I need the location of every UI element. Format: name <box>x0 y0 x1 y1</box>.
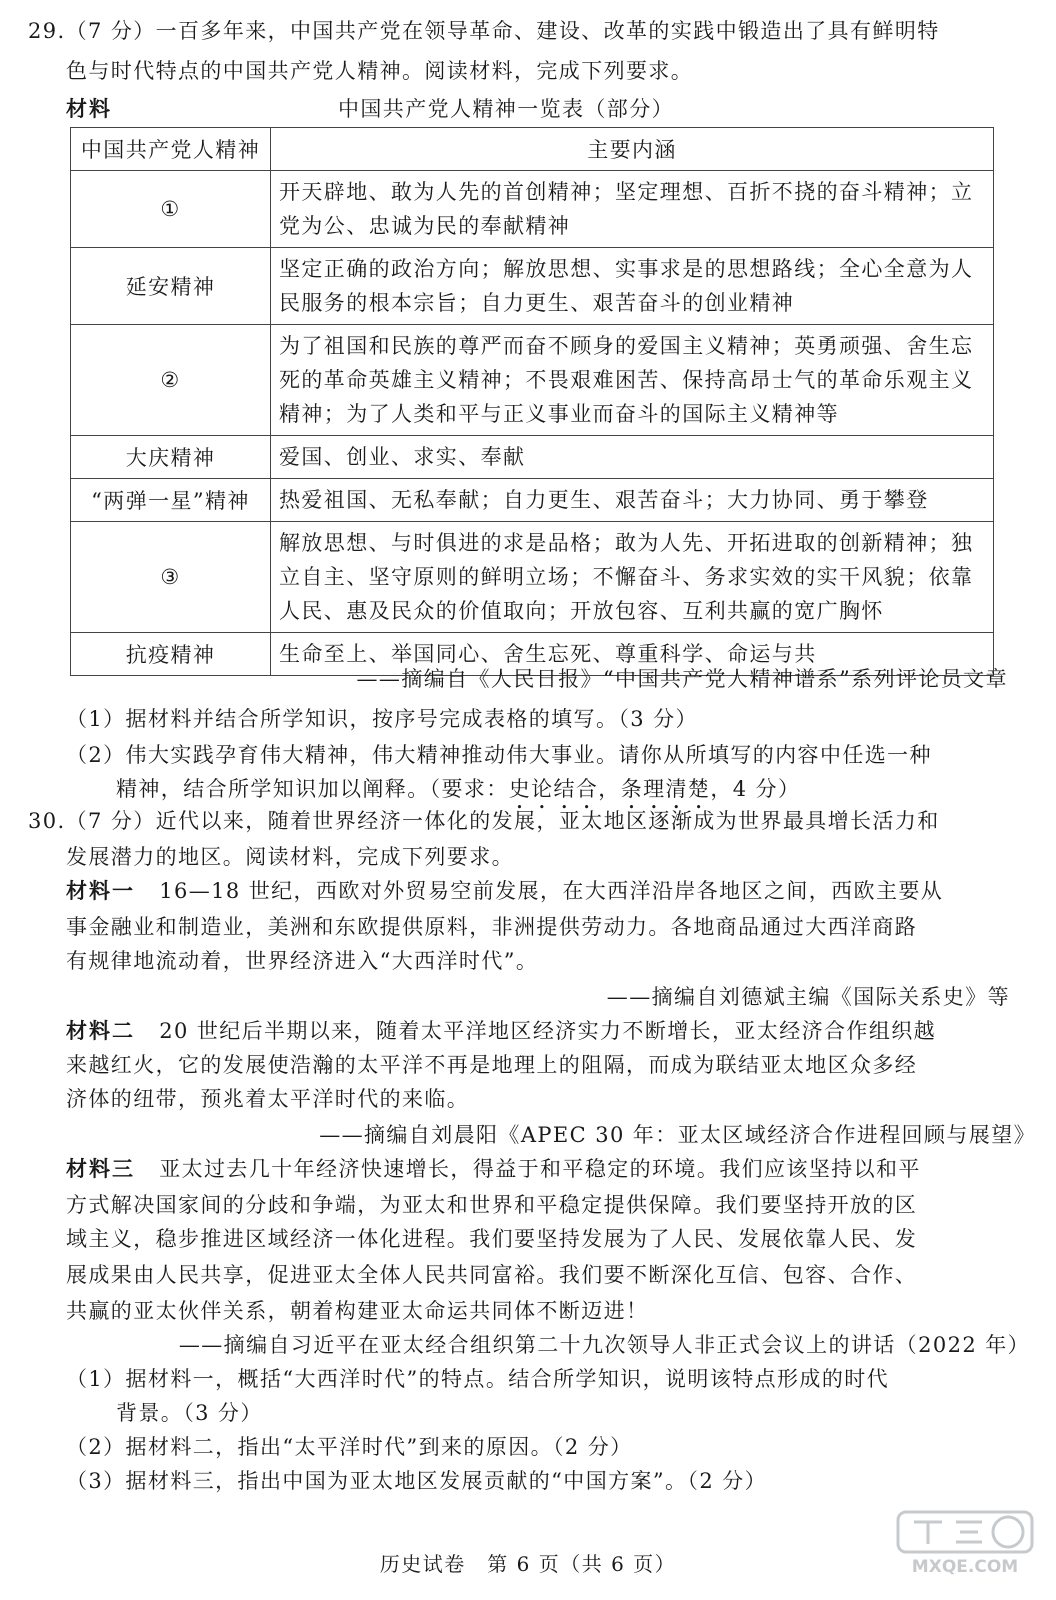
table-header-content: 主要内涵 <box>271 128 994 171</box>
spirit-content: 热爱祖国、无私奉献；自力更生、艰苦奋斗；大力协同、勇于攀登 <box>271 479 994 522</box>
q29-sub2-line1: （2）伟大实践孕育伟大精神，伟大精神推动伟大事业。请你从所填写的内容中任选一种 <box>66 743 932 767</box>
q29-stem-line2: 色与时代特点的中国共产党人精神。阅读材料，完成下列要求。 <box>66 59 694 83</box>
q29-stem-line1: 29.（7 分）一百多年来，中国共产党在领导革命、建设、改革的实践中锻造出了具有鲜明特 <box>28 19 940 43</box>
q30-m3-line4: 展成果由人民共享，促进亚太全体人民共同富裕。我们要不断深化互信、包容、合作、 <box>66 1263 918 1287</box>
q30-m2-line2: 来越红火，它的发展使浩瀚的太平洋不再是地理上的阻隔，而成为联结亚太地区众多经 <box>66 1053 918 1077</box>
q30-m1-label: 材料一 <box>66 878 135 903</box>
spirit-content: 开天辟地、敢为人先的首创精神；坚定理想、百折不挠的奋斗精神；立党为公、忠诚为民的奉献精神 <box>271 171 994 248</box>
q30-m3-label: 材料三 <box>66 1156 135 1181</box>
q30-sub2: （2）据材料二，指出“太平洋时代”到来的原因。（2 分） <box>66 1435 633 1459</box>
q30-m3-line1: 亚太过去几十年经济快速增长，得益于和平稳定的环境。我们应该坚持以和平 <box>159 1157 921 1181</box>
spirit-content: 爱国、创业、求实、奉献 <box>271 436 994 479</box>
q29-table-title: 中国共产党人精神一览表（部分） <box>338 97 674 121</box>
spirit-name: ③ <box>71 522 271 633</box>
spirit-name: ① <box>71 171 271 248</box>
q30-stem-line2: 发展潜力的地区。阅读材料，完成下列要求。 <box>66 845 514 869</box>
q30-m1-line1: 16—18 世纪，西欧对外贸易空前发展，在大西洋沿岸各地区之间，西欧主要从 <box>159 879 944 903</box>
q30-m1-line3: 有规律地流动着，世界经济进入“大西洋时代”。 <box>66 949 539 973</box>
table-row <box>71 522 994 633</box>
spirit-name: 抗疫精神 <box>71 633 271 676</box>
q30-material1 <box>66 876 943 906</box>
q30-m2-source: ——摘编自刘晨阳《APEC 30 年：亚太区域经济合作进程回顾与展望》 <box>319 1123 1036 1147</box>
table-header-row <box>71 128 994 171</box>
q29-sub1: （1）据材料并结合所学知识，按序号完成表格的填写。（3 分） <box>66 707 698 731</box>
q30-stem-line1: 30.（7 分）近代以来，随着世界经济一体化的发展，亚太地区逐渐成为世界最具增长活力和 <box>28 809 940 833</box>
table-row <box>71 325 994 436</box>
q30-m1-source: ——摘编自刘德斌主编《国际关系史》等 <box>606 985 1010 1009</box>
q30-sub1-line1: （1）据材料一，概括“大西洋时代”的特点。结合所学知识，说明该特点形成的时代 <box>66 1367 890 1391</box>
watermark-logo-icon <box>890 1508 1040 1578</box>
q30-m1-line2: 事金融业和制造业，美洲和东欧提供原料，非洲提供劳动力。各地商品通过大西洋商路 <box>66 915 918 939</box>
q29-source: ——摘编自《人民日报》“中国共产党人精神谱系”系列评论员文章 <box>356 667 1008 691</box>
q30-m2-line1: 20 世纪后半期以来，随着太平洋地区经济实力不断增长，亚太经济合作组织越 <box>159 1019 937 1043</box>
q30-m2-label: 材料二 <box>66 1018 135 1043</box>
q30-m2-line3: 济体的纽带，预兆着太平洋时代的来临。 <box>66 1087 470 1111</box>
q29-material-label: 材料 <box>66 96 112 121</box>
q30-sub1-line2: 背景。（3 分） <box>116 1401 263 1425</box>
q29-sub2-text-pre: 精神，结合所学知识加以阐释。（要求： <box>116 777 509 801</box>
q30-m3-line5: 共赢的亚太伙伴关系，朝着构建亚太命运共同体不断迈进！ <box>66 1299 649 1323</box>
page-footer: 历史试卷 第 6 页（共 6 页） <box>379 1552 677 1576</box>
spirit-content: 解放思想、与时俱进的求是品格；敢为人先、开拓进取的创新精神；独立自主、坚守原则的鲜明立场；不懈奋斗、务求实效的实干风貌；依靠人民、惠及民众的价值取向；开放包容、互利共赢的宽广胸怀 <box>271 522 994 633</box>
q30-m3-line2: 方式解决国家间的分歧和争端，为亚太和世界和平稳定提供保障。我们要坚持开放的区 <box>66 1193 918 1217</box>
table-row <box>71 171 994 248</box>
spirit-content: 生命至上、举国同心、舍生忘死、尊重科学、命运与共 <box>271 633 994 676</box>
table-row <box>71 248 994 325</box>
table-header-spirit: 中国共产党人精神 <box>71 128 271 171</box>
spirit-name: 延安精神 <box>71 248 271 325</box>
spirit-name: ② <box>71 325 271 436</box>
spirit-content: 为了祖国和民族的尊严而奋不顾身的爱国主义精神；英勇顽强、舍生忘死的革命英雄主义精神；不畏艰难困苦、保持高昂士气的革命乐观主义精神；为了人类和平与正义事业而奋斗的国际主义精神等 <box>271 325 994 436</box>
table-row <box>71 436 994 479</box>
spirit-name: “两弹一星”精神 <box>71 479 271 522</box>
q29-sub2-emphasis: 史论结合，条理清楚 <box>508 777 711 801</box>
q30-material3 <box>66 1154 921 1184</box>
q29-sub2-text-post: ，4 分） <box>710 777 801 801</box>
table-row <box>71 479 994 522</box>
q30-material2 <box>66 1016 936 1046</box>
spirit-name: 大庆精神 <box>71 436 271 479</box>
q30-sub3: （3）据材料三，指出中国为亚太地区发展贡献的“中国方案”。（2 分） <box>66 1469 767 1493</box>
spirit-content: 坚定正确的政治方向；解放思想、实事求是的思想路线；全心全意为人民服务的根本宗旨；自力更生、艰苦奋斗的创业精神 <box>271 248 994 325</box>
spirit-table <box>70 127 994 676</box>
q30-m3-source: ——摘编自习近平在亚太经合组织第二十九次领导人非正式会议上的讲话（2022 年） <box>178 1333 1030 1357</box>
watermark-text: MXQE.COM <box>911 1557 1019 1577</box>
q30-m3-line3: 域主义，稳步推进区域经济一体化进程。我们要坚持发展为了人民、发展依靠人民、发 <box>66 1227 918 1251</box>
